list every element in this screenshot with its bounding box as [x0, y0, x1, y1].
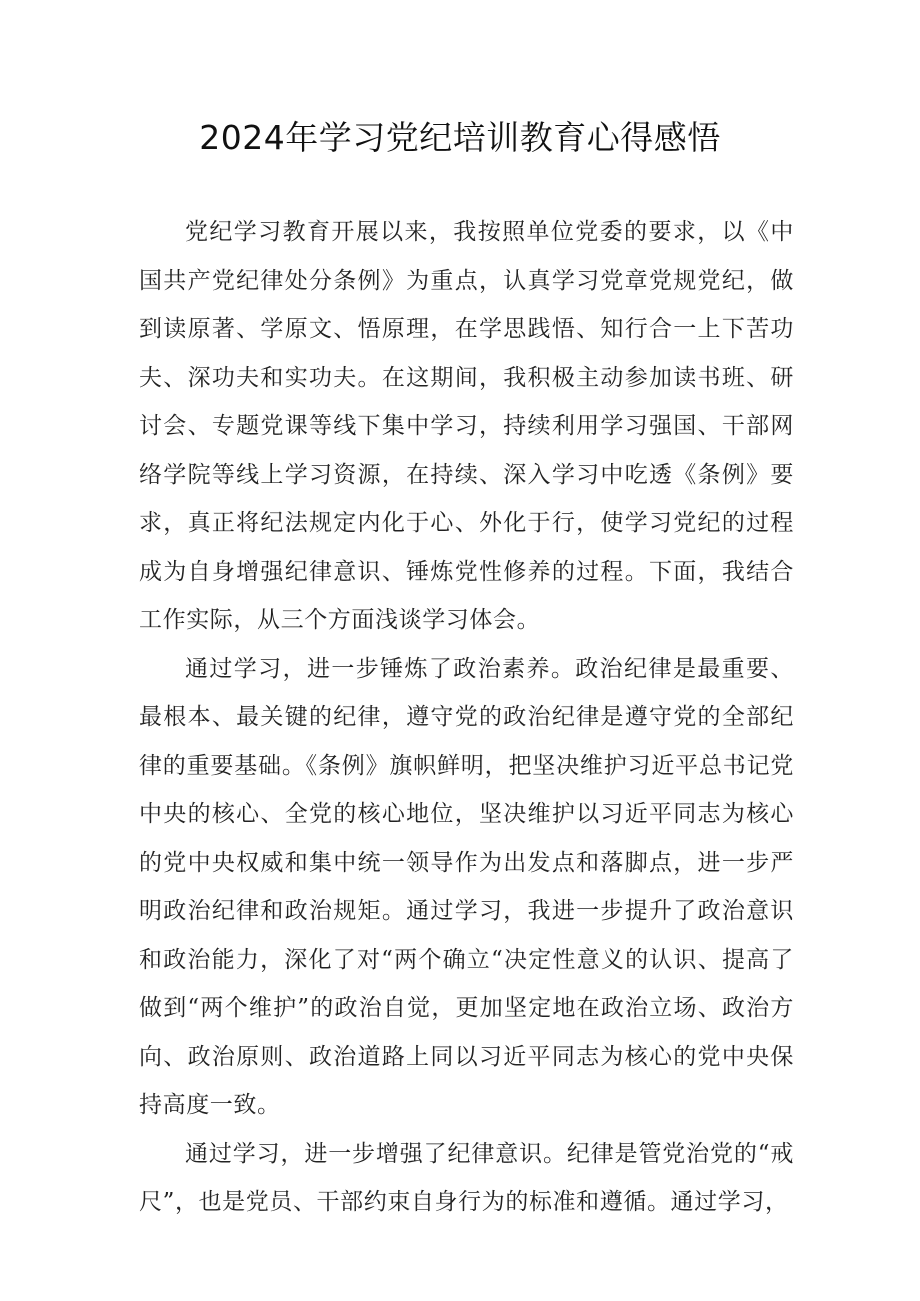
paragraph-3: 通过学习，进一步增强了纪律意识。纪律是管党治党的“戒尺”，也是党员、干部约束自身行为的标准和遵循。通过学习，: [139, 1140, 794, 1215]
paragraph-2: 通过学习，进一步锤炼了政治素养。政治纪律是最重要、最根本、最关键的纪律，遵守党的政治纪律是遵守党的全部纪律的重要基础。《条例》旗帜鲜明，把坚决维护习近平总书记党中央的核心、全党的核心地位，坚决维护以习近平同志为核心的党中央权威和集中统一领导作为出发点和落脚点，进一步严明政治纪律和政治规矩。通过学习，我进一步提升了政治意识和政治能力，深化了对“两个确立“决定性意义的认识、提高了做到“两个维护”的政治自觉，更加坚定地在政治立场、政治方向、政治原则、政治道路上同以习近平同志为核心的党中央保持高度一致。: [139, 655, 794, 1118]
document-title: 2024年学习党纪培训教育心得感悟: [199, 118, 721, 157]
document-body: [139, 208, 794, 1227]
paragraph-1: 党纪学习教育开展以来，我按照单位党委的要求，以《中国共产党纪律处分条例》为重点，认真学习党章党规党纪，做到读原著、学原文、悟原理，在学思践悟、知行合一上下苦功夫、深功夫和实功夫。在这期间，我积极主动参加读书班、研讨会、专题党课等线下集中学习，持续利用学习强国、干部网络学院等线上学习资源，在持续、深入学习中吃透《条例》要求，真正将纪法规定内化于心、外化于行，使学习党纪的过程成为自身增强纪律意识、锤炼党性修养的过程。下面，我结合工作实际，从三个方面浅谈学习体会。: [139, 219, 794, 633]
